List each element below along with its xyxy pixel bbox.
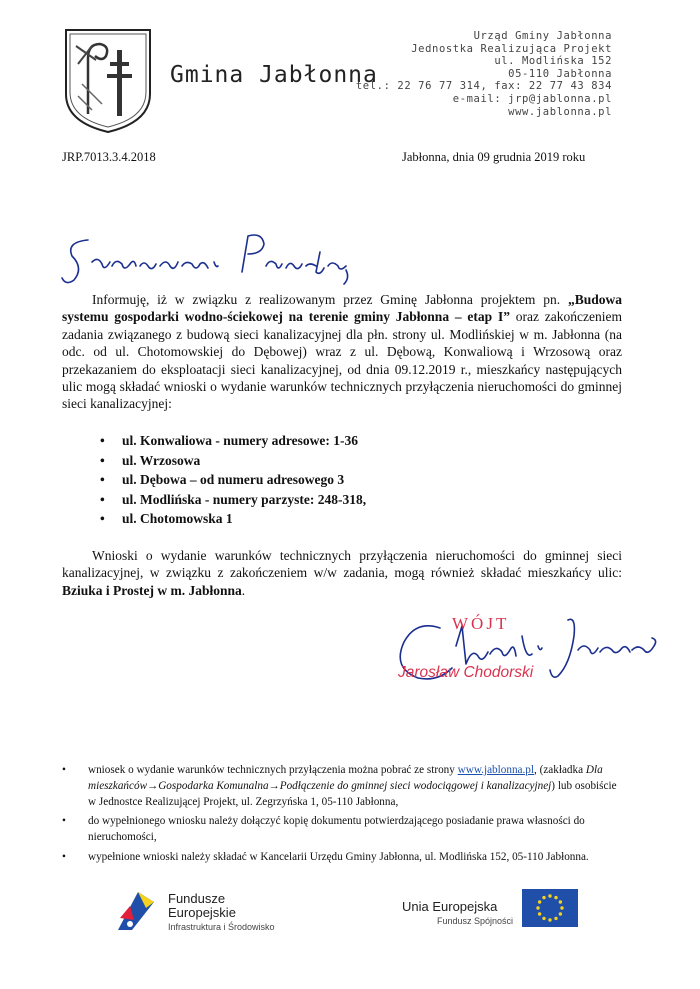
place-and-date: Jabłonna, dnia 09 grudnia 2019 roku xyxy=(402,150,586,164)
eu-star xyxy=(538,900,541,903)
eu-flag-icon xyxy=(522,889,578,927)
note-item xyxy=(62,763,622,810)
logo-line: Fundusze xyxy=(168,891,226,906)
municipality-title: Gmina Jabłonna xyxy=(170,62,378,88)
fundusze-program: Infrastruktura i Środowisko xyxy=(168,922,275,932)
street-list-item: • ul. Modlińska - numery parzyste: 248-318, xyxy=(100,490,366,510)
office-line: Jednostka Realizująca Projekt xyxy=(411,42,612,55)
eu-star xyxy=(548,894,551,897)
note-path: Dla mieszkańców→Gospodarka Komunalna→Podłączenie do gminnej sieci wodociągowej i kanalizacyjnej xyxy=(88,764,603,792)
eu-star xyxy=(559,912,562,915)
street-list-item: • ul. Dębowa – od numeru adresowego 3 xyxy=(100,470,366,490)
fundusze-europejskie-logo-icon xyxy=(114,888,160,934)
additional-streets: Bziuka i Prostej w m. Jabłonna xyxy=(62,582,242,598)
stamp-name: Jarosław Chodorski xyxy=(398,664,534,681)
body-paragraph-1 xyxy=(62,291,622,413)
office-line: e-mail: jrp@jablonna.pl xyxy=(452,92,612,105)
office-line: 05-110 Jabłonna xyxy=(508,67,612,80)
eu-name: Unia Europejska xyxy=(402,899,498,914)
note-item: • wypełnione wnioski należy składać w Kancelarii Urzędu Gminy Jabłonna, ul. Modlińska 152, 05-110 Jabłonna. xyxy=(62,850,622,866)
eu-star xyxy=(542,917,545,920)
office-line: Urząd Gminy Jabłonna xyxy=(473,30,612,42)
street-list-item: • ul. Wrzosowa xyxy=(100,451,366,471)
coat-of-arms-crest xyxy=(62,24,154,136)
eu-fund: Fundusz Spójności xyxy=(437,916,514,926)
eu-star xyxy=(559,900,562,903)
reference-number: JRP.7013.3.4.2018 xyxy=(62,150,156,164)
website-link[interactable]: www.jablonna.pl xyxy=(457,764,535,776)
logo-line: Europejskie xyxy=(168,905,236,920)
eu-star xyxy=(554,917,557,920)
eu-star xyxy=(536,906,539,909)
note-item: • do wypełnionego wniosku należy dołączyć kopię dokumentu potwierdzającego posiadanie prawa własności do nieruchomości, xyxy=(62,814,622,846)
project-name: „Budowa systemu gospodarki wodno-ściekowej na terenie gminy Jabłonna – etap I” xyxy=(62,292,622,325)
office-line: www.jablonna.pl xyxy=(508,105,612,118)
stamp-title: WÓJT xyxy=(452,614,510,633)
eu-star xyxy=(542,896,545,899)
note-text: , (zakładka xyxy=(534,764,586,776)
paragraph-end: . xyxy=(241,582,246,598)
note-text: ) lub osobiście w Jednostce Realizującej Projekt, ul. Zegrzyńska 1, 05-110 Jabłonna, xyxy=(88,779,617,808)
handwritten-salutation xyxy=(58,222,358,292)
fundusze-europejskie-name xyxy=(168,892,236,920)
street-list xyxy=(100,431,366,529)
office-line: ul. Modlińska 152 xyxy=(494,55,612,68)
body-paragraph-2 xyxy=(62,547,622,599)
eu-star xyxy=(538,912,541,915)
notes-list xyxy=(62,763,622,870)
street-list-item: • ul. Chotomowska 1 xyxy=(100,509,366,529)
paragraph-text: Wnioski o wydanie warunków technicznych przyłączenia nieruchomości do gminnej sieci kanalizacyjnej, w związku z zakończeniem w/w zadania, mogą również składać mieszkańcy ulic: xyxy=(62,548,622,581)
note-text: wniosek o wydanie warunków technicznych przyłączenia można pobrać ze strony xyxy=(88,764,458,776)
office-line: tel.: 22 76 77 314, fax: 22 77 43 834 xyxy=(355,80,612,93)
office-address-block xyxy=(356,30,612,118)
street-list-item: • ul. Konwaliowa - numery adresowe: 1-36 xyxy=(100,431,366,451)
eu-star xyxy=(554,896,557,899)
eu-star xyxy=(560,906,563,909)
eu-star xyxy=(548,918,551,921)
paragraph-rest: oraz zakończeniem zadania związanego z budową sieci kanalizacyjnej dla płn. strony ul. Modlińskiej w m. Jabłonna (na odc. od ul. Chotomowskiej do Dębowej) wraz z ul. Dębową, Konwaliową i Wrzosową oraz przekazaniem do eksploatacji sieci kanalizacyjnej, od dnia 09.12.2019 r., mieszkańcy następujących ulic mogą składać wnioski o wydanie warunków technicznych przyłączenia nieruchomości do gminnej sieci kanalizacyjnej: xyxy=(62,309,622,412)
paragraph-lead: Informuję, iż w związku z realizowanym przez Gminę Jabłonna projektem pn. xyxy=(92,292,568,307)
